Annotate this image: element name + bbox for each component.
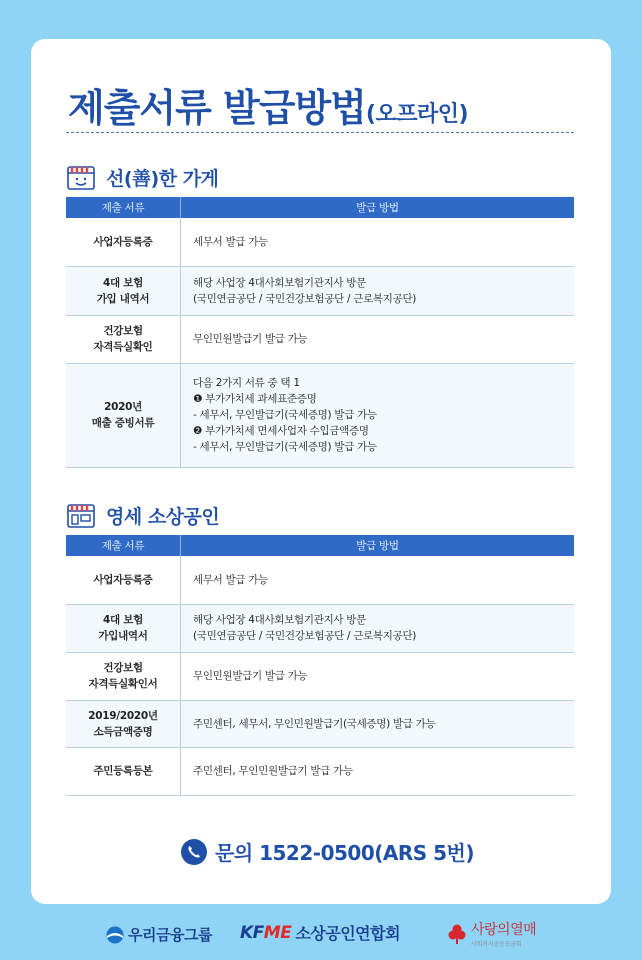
table-row (66, 700, 574, 747)
column-header-method: 발급 방법 (181, 197, 575, 218)
good-store-table (66, 197, 574, 468)
page-title-main: 제출서류 발급방법 (68, 86, 366, 130)
page-title (68, 77, 468, 132)
kfme-logo (240, 921, 400, 944)
table-row (66, 747, 574, 795)
section-good-store-heading (66, 164, 218, 191)
section-good-store-title: 선(善)한 가게 (106, 168, 219, 190)
column-header-document: 제출 서류 (66, 535, 181, 556)
kfme-logo-mark (240, 923, 291, 943)
small-business-table (66, 535, 574, 796)
table-row (66, 604, 574, 652)
method-cell: 세무서 발급 가능 (181, 218, 575, 266)
community-chest-logo (447, 919, 536, 948)
document-cell: 주민등록등본 (66, 747, 181, 795)
method-cell: 무인민원발급기 발급 가능 (181, 652, 575, 700)
contact-info (181, 837, 474, 866)
table-row (66, 218, 574, 266)
method-cell: 무인민원발급기 발급 가능 (181, 315, 575, 363)
method-cell: 주민센터, 세무서, 무인민원발급기(국세증명) 발급 가능 (181, 700, 575, 747)
document-cell: 사업자등록증 (66, 556, 181, 604)
storefront-icon (66, 503, 96, 529)
section-small-business-title: 영세 소상공인 (106, 506, 220, 528)
table-row (66, 652, 574, 700)
kfme-prefix: KF (240, 922, 264, 943)
document-cell: 건강보험 자격득실확인 (66, 315, 181, 363)
table-row (66, 266, 574, 315)
document-cell: 2020년 매출 증빙서류 (66, 363, 181, 467)
document-cell: 4대 보험 가입 내역서 (66, 266, 181, 315)
community-chest-main: 사랑의열매 (471, 922, 537, 938)
document-cell: 4대 보험 가입내역서 (66, 604, 181, 652)
fruit-logo-icon (447, 923, 467, 945)
woori-logo-text: 우리금융그룹 (128, 926, 212, 944)
method-cell: 주민센터, 무인민원발급기 발급 가능 (181, 747, 575, 795)
document-cell: 사업자등록증 (66, 218, 181, 266)
table-row (66, 363, 574, 467)
content-card (31, 39, 611, 904)
column-header-document: 제출 서류 (66, 197, 181, 218)
document-cell: 건강보험 자격득실확인서 (66, 652, 181, 700)
method-cell: 세무서 발급 가능 (181, 556, 575, 604)
table-row (66, 315, 574, 363)
document-cell: 2019/2020년 소득금액증명 (66, 700, 181, 747)
woori-logo-icon (106, 926, 124, 944)
phone-icon (181, 839, 207, 865)
column-header-method: 발급 방법 (181, 535, 575, 556)
title-divider (66, 132, 574, 133)
table-row (66, 556, 574, 604)
method-cell: 해당 사업장 4대사회보험기관지사 방문 (국민연금공단 / 국민건강보험공단 / 근로복지공단) (181, 266, 575, 315)
kfme-accent: ME (263, 922, 292, 943)
footer-logos (0, 904, 642, 960)
store-smile-icon (66, 165, 96, 191)
contact-text: 문의 1522-0500(ARS 5번) (215, 841, 474, 865)
kfme-logo-name: 소상공인연합회 (295, 924, 401, 943)
method-cell: 다음 2가지 서류 중 택 1 ❶ 부가가치세 과세표준증명 - 세무서, 무인발급기(국세증명) 발급 가능 ❷ 부가가치세 면세사업자 수입금액증명 - 세무서, 무인발급기(국세증명) 발급 가능 (181, 363, 575, 467)
woori-financial-logo (106, 924, 212, 945)
method-cell: 해당 사업장 4대사회보험기관지사 방문 (국민연금공단 / 국민건강보험공단 / 근로복지공단) (181, 604, 575, 652)
page-title-sub: (오프라인) (365, 102, 469, 127)
community-chest-small: 사회복지공동모금회 (471, 941, 522, 948)
section-small-business-heading (66, 502, 219, 529)
